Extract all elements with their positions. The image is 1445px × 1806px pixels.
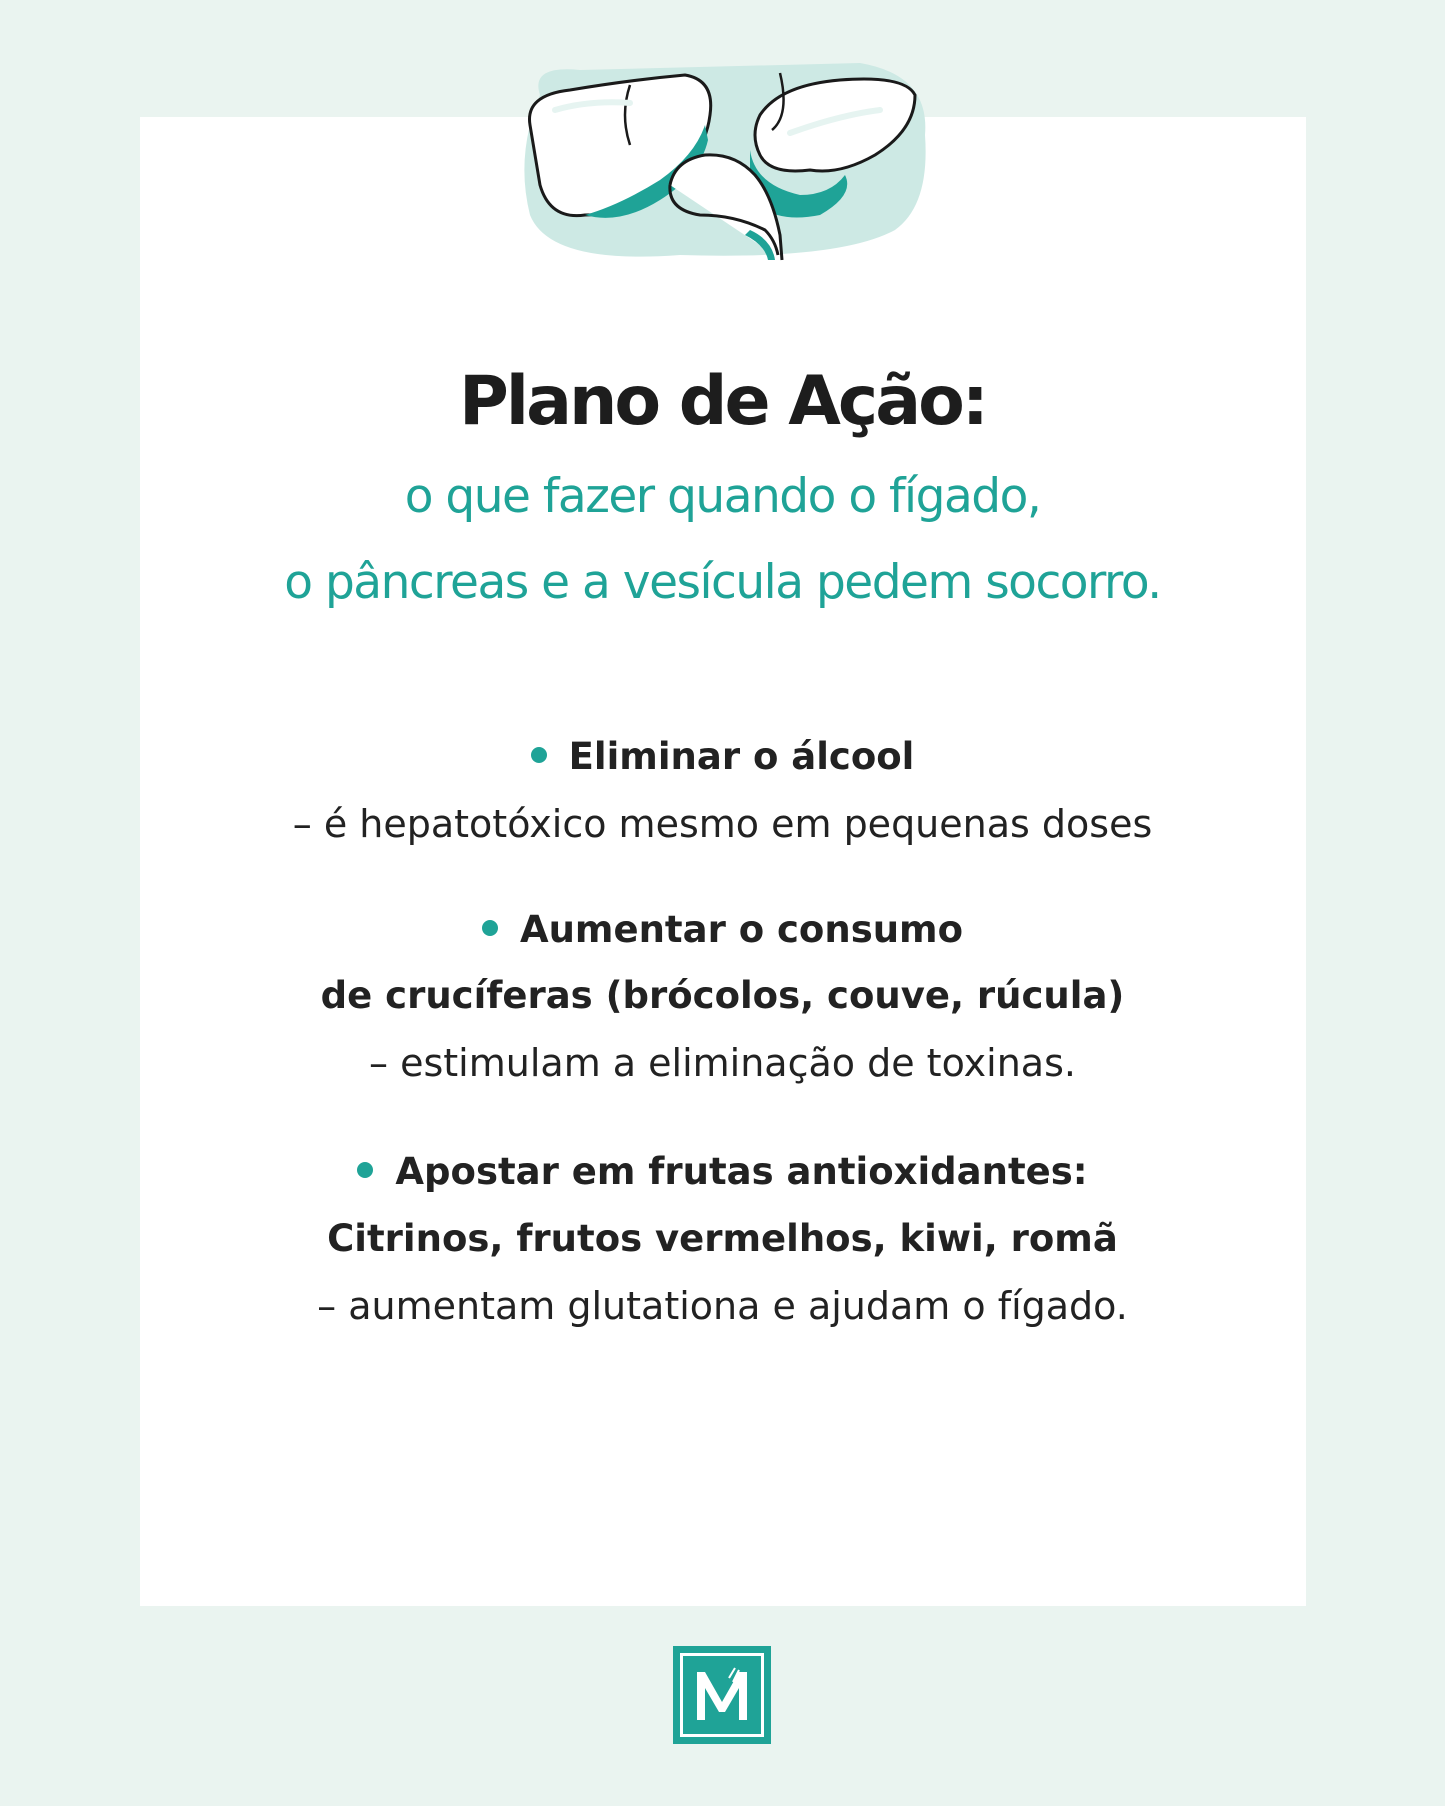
item-3-heading: Apostar em frutas antioxidantes: <box>0 1147 1445 1197</box>
page-title: Plano de Ação: <box>458 362 987 441</box>
item-2-heading-cont: de crucíferas (brócolos, couve, rúcula) <box>320 974 1125 1017</box>
m-logo-icon <box>673 1646 771 1744</box>
subtitle-line-1: o que fazer quando o fígado, <box>404 469 1041 524</box>
logo-letter-m <box>673 1646 771 1744</box>
content-card <box>140 117 1306 1606</box>
item-2-detail: – estimulam a eliminação de toxinas. <box>369 1041 1076 1085</box>
bullet-icon <box>482 920 498 936</box>
item-1-heading: Eliminar o álcool <box>0 732 1445 782</box>
item-1-detail: – é hepatotóxico mesmo em pequenas doses <box>292 802 1153 846</box>
item-2-heading: Aumentar o consumo <box>0 905 1445 955</box>
item-3-detail: – aumentam glutationa e ajudam o fígado. <box>317 1284 1128 1328</box>
bullet-icon <box>357 1162 373 1178</box>
bullet-icon <box>531 747 547 763</box>
subtitle-line-2: o pâncreas e a vesícula pedem socorro. <box>284 555 1161 610</box>
item-3-heading-cont: Citrinos, frutos vermelhos, kiwi, romã <box>327 1217 1118 1260</box>
liver-pancreas-gallbladder-illustration <box>510 55 940 270</box>
